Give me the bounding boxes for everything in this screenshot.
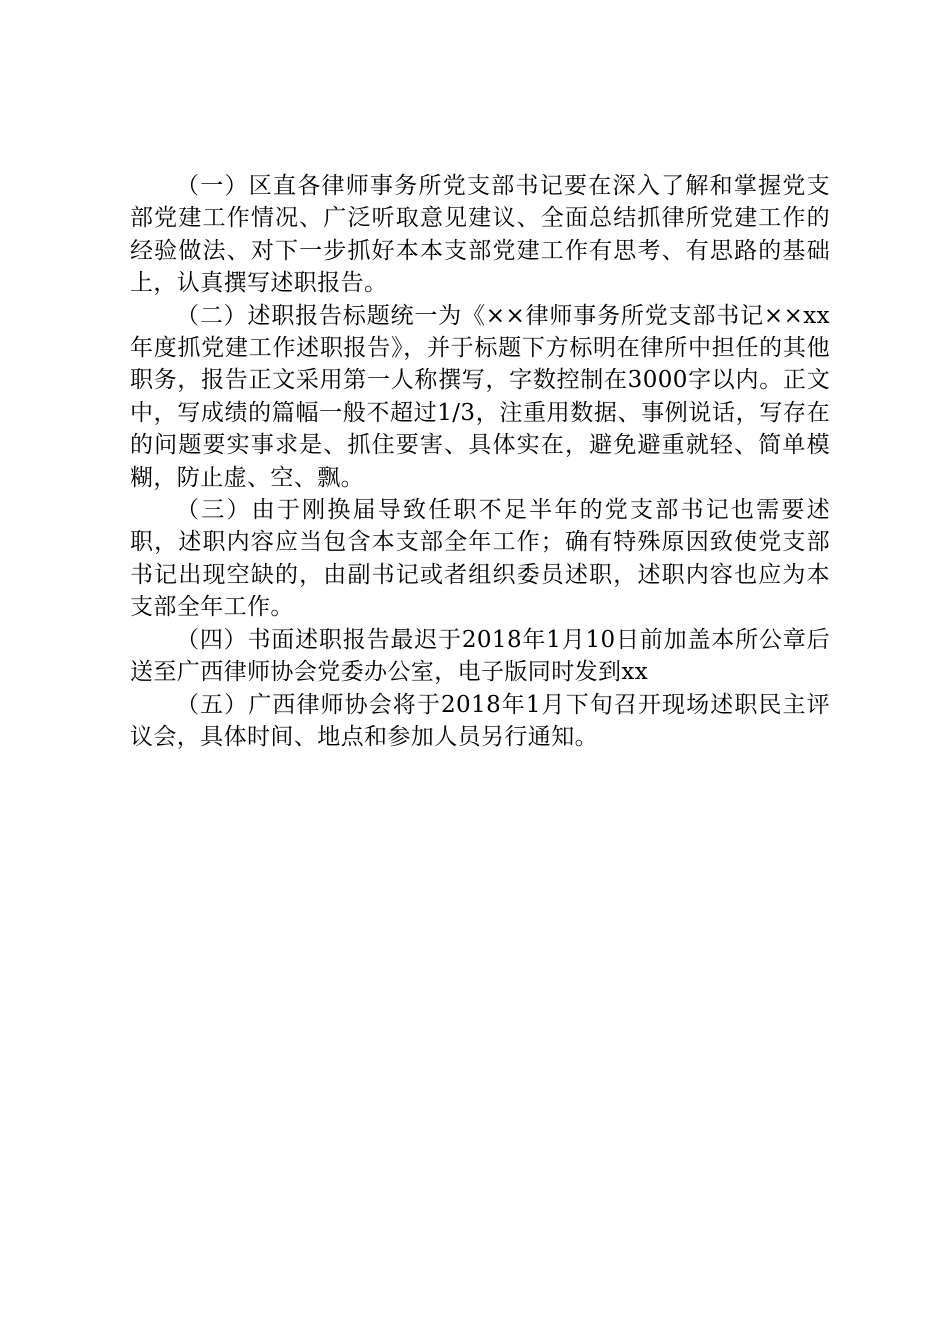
paragraph-1: （一）区直各律师事务所党支部书记要在深入了解和掌握党支部党建工作情况、广泛听取意见建议、全面总结抓律所党建工作的经验做法、对下一步抓好本本支部党建工作有思考、有思路的基础上，认真撰写述职报告。 <box>130 173 830 297</box>
document-body <box>130 170 830 753</box>
paragraph-2: （二）述职报告标题统一为《××律师事务所党支部书记××xx年度抓党建工作述职报告》，并于标题下方标明在律所中担任的其他职务，报告正文采用第一人称撰写，字数控制在3000字以内。正文中，写成绩的篇幅一般不超过1/3，注重用数据、事例说话，写存在的问题要实事求是、抓住要害、具体实在，避免避重就轻、简单模糊，防止虚、空、飘。 <box>130 302 830 491</box>
paragraph-4: （四）书面述职报告最迟于2018年1月10日前加盖本所公章后送至广西律师协会党委办公室，电子版同时发到xx <box>130 626 830 686</box>
paragraph-3: （三）由于刚换届导致任职不足半年的党支部书记也需要述职，述职内容应当包含本支部全年工作；确有特殊原因致使党支部书记出现空缺的，由副书记或者组织委员述职，述职内容也应为本支部全年工作。 <box>130 497 830 621</box>
paragraph-5: （五）广西律师协会将于2018年1月下旬召开现场述职民主评议会，具体时间、地点和参加人员另行通知。 <box>130 691 830 750</box>
